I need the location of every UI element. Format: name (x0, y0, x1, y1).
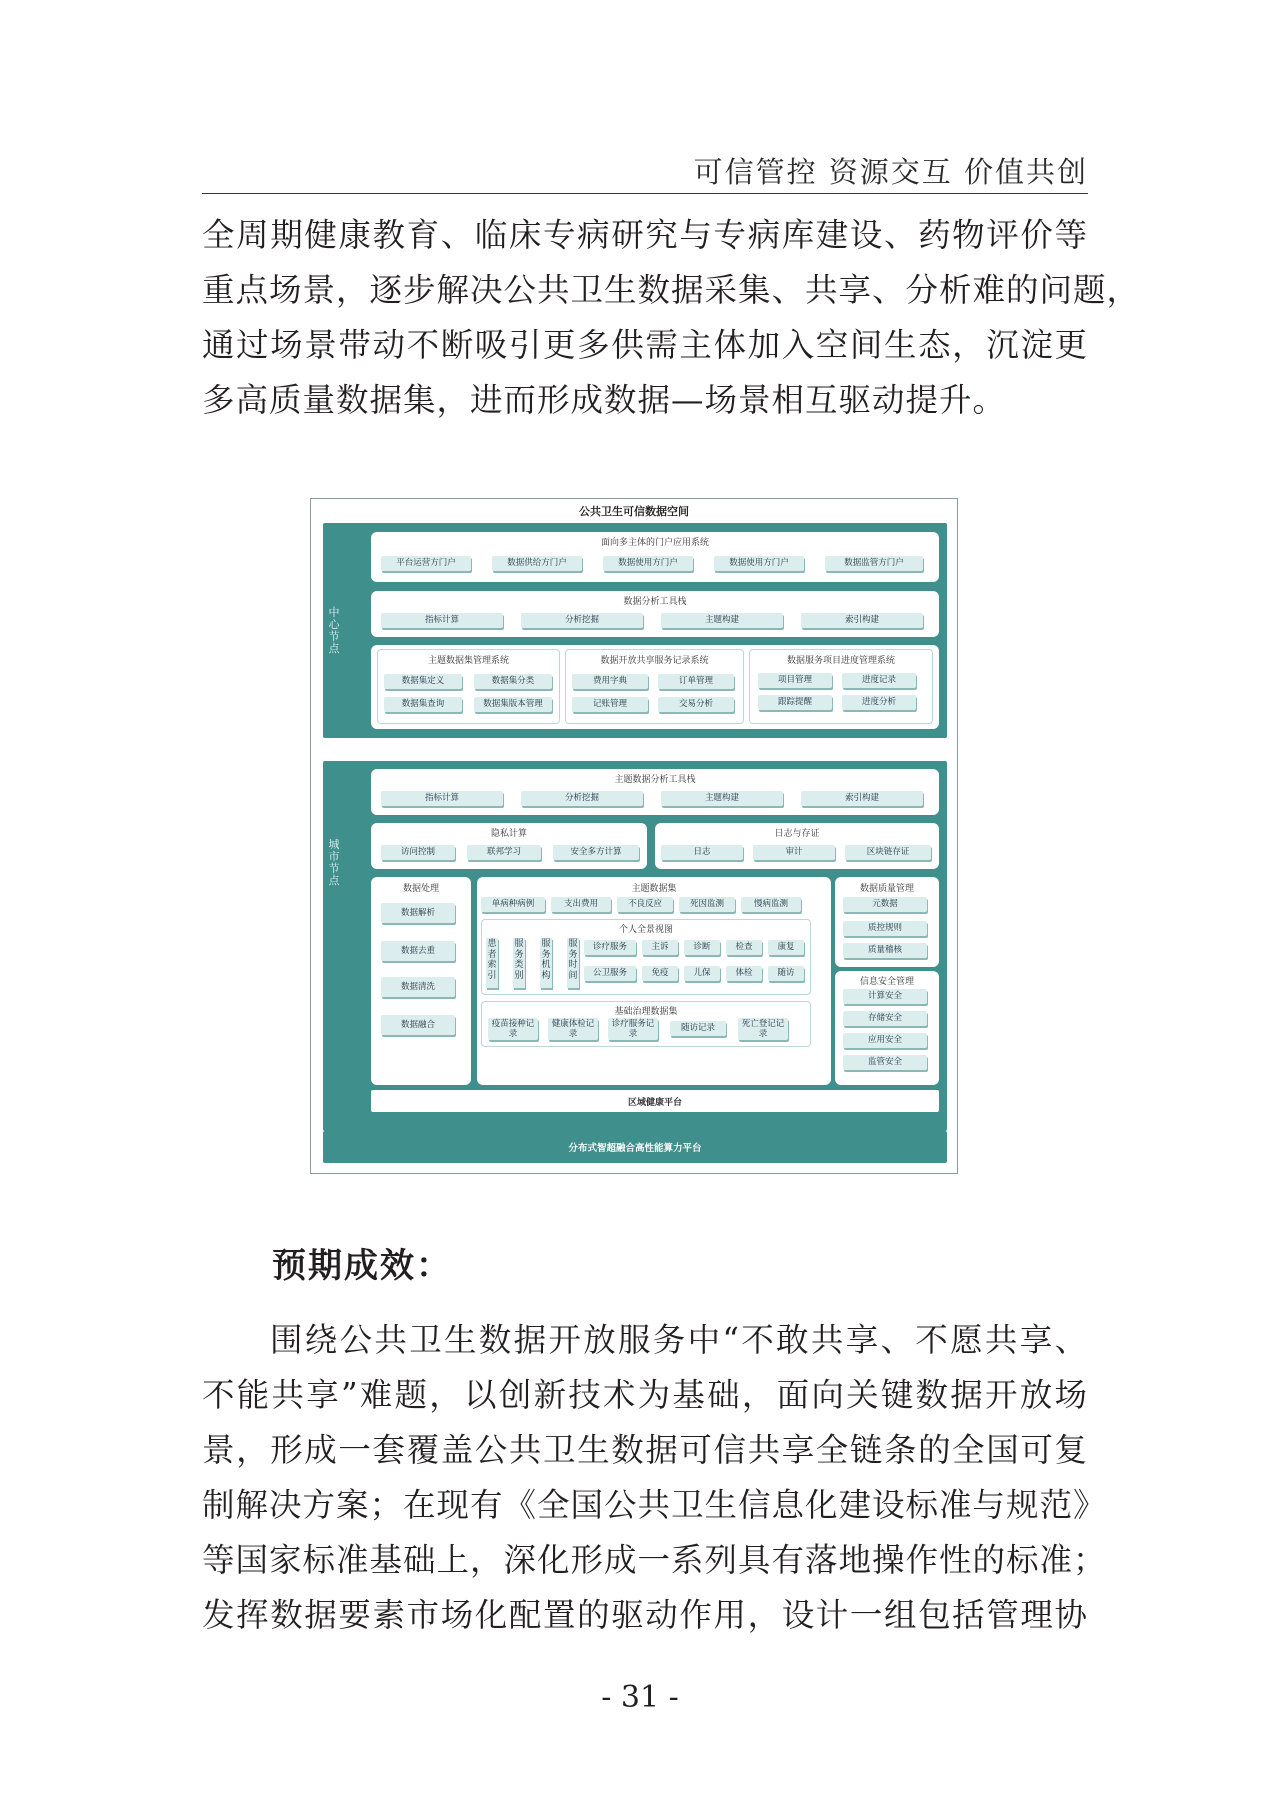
dataset-chip: 支出费用 (551, 897, 611, 912)
dataset-chip: 慢病监测 (741, 897, 801, 912)
security-chip: 监管安全 (843, 1055, 927, 1070)
processing-chip: 数据融合 (381, 1015, 455, 1035)
log-chip: 区块链存证 (845, 845, 931, 860)
view-chip: 随访 (768, 966, 804, 981)
view-dimension-chip: 服务时间 (567, 938, 579, 988)
processing-panel (371, 877, 471, 1085)
personal-view-panel (481, 919, 811, 995)
theme-datasets-panel (477, 877, 831, 1085)
view-dimension-chip: 服务机构 (540, 938, 552, 988)
portal-chip: 数据使用方门户 (603, 556, 693, 571)
portal-chip: 平台运营方门户 (381, 556, 471, 571)
theme-tools-panel (371, 769, 939, 815)
quality-chip: 质量稽核 (843, 943, 927, 958)
view-chip: 检查 (726, 940, 762, 955)
processing-chip: 数据解析 (381, 903, 455, 923)
tool-chip: 主题构建 (661, 613, 783, 628)
processing-chip: 数据清洗 (381, 977, 455, 997)
system-chip: 项目管理 (758, 673, 832, 688)
portal-panel (371, 532, 939, 582)
tool-chip: 指标计算 (381, 791, 503, 806)
dataset-mgmt-system (377, 649, 560, 724)
section-heading: 预期成效： (272, 1246, 452, 1286)
regional-platform-bar (371, 1090, 939, 1112)
system-chip: 数据集分类 (474, 674, 552, 689)
panel-title: 日志与存证 (774, 829, 820, 839)
body-paragraph (202, 1313, 1107, 1643)
system-chip: 订单管理 (658, 674, 734, 689)
text-line: 通过场景带动不断吸引更多供需主体加入空间生态，沉淀更 (202, 326, 1088, 364)
text-line: 重点场景，逐步解决公共卫生数据采集、共享、分析难的问题， (202, 271, 1141, 309)
text-line: 发挥数据要素市场化配置的驱动作用，设计一组包括管理协 (202, 1596, 1088, 1634)
privacy-chip: 安全多方计算 (553, 845, 639, 860)
panel-title: 数据开放共享服务记录系统 (600, 656, 709, 666)
panel-title: 面向多主体的门户应用系统 (600, 538, 709, 548)
tool-chip: 分析挖掘 (521, 613, 643, 628)
panel-title: 隐私计算 (490, 829, 527, 839)
processing-chip: 数据去重 (381, 941, 455, 961)
view-dimension-chip: 患者索引 (486, 938, 498, 988)
security-chip: 计算安全 (843, 989, 927, 1004)
dataset-chip: 不良反应 (617, 897, 673, 912)
portal-chip: 数据使用方门户 (714, 556, 804, 571)
governance-panel (481, 1001, 811, 1047)
log-panel (655, 823, 939, 869)
text-line: 全周期健康教育、临床专病研究与专病库建设、药物评价等 (202, 216, 1088, 254)
text-line: 景，形成一套覆盖公共卫生数据可信共享全链条的全国可复 (202, 1431, 1088, 1469)
tool-chip: 分析挖掘 (521, 791, 643, 806)
panel-title: 主题数据集管理系统 (427, 656, 509, 666)
panel-title: 个人全景视图 (618, 925, 673, 935)
tool-chip: 指标计算 (381, 613, 503, 628)
view-chip: 诊疗服务 (584, 940, 636, 955)
city-node-label: 城市节点 (328, 838, 340, 887)
quality-panel (835, 877, 939, 967)
view-chip: 体检 (726, 966, 762, 981)
system-chip: 进度分析 (842, 695, 916, 710)
security-chip: 应用安全 (843, 1033, 927, 1048)
security-panel (835, 971, 939, 1085)
panel-title: 基础治理数据集 (614, 1007, 678, 1017)
privacy-chip: 访问控制 (381, 845, 455, 860)
text-line: 围绕公共卫生数据开放服务中“不敢共享、不愿共享、 (270, 1321, 1088, 1359)
panel-title: 主题数据分析工具栈 (614, 775, 696, 785)
running-header: 可信管控 资源交互 价值共创 (693, 155, 1088, 189)
regional-platform-label: 区域健康平台 (627, 1098, 682, 1108)
governance-chip: 诊疗服务记录 (608, 1018, 658, 1040)
governance-chip: 健康体检记录 (548, 1018, 598, 1040)
view-dimension-chip: 服务类别 (513, 938, 525, 988)
dataset-chip: 单病种病例 (481, 897, 545, 912)
quality-chip: 元数据 (843, 897, 927, 912)
system-chip: 数据集版本管理 (474, 697, 552, 712)
figure-title: 公共卫生可信数据空间 (579, 505, 689, 518)
governance-chip: 疫苗接种记录 (488, 1018, 538, 1040)
privacy-panel (371, 823, 647, 869)
tool-chip: 主题构建 (661, 791, 783, 806)
governance-chip: 随访记录 (670, 1021, 726, 1036)
page-number: - 31 - (601, 1680, 679, 1715)
text-line: 制解决方案；在现有《全国公共卫生信息化建设标准与规范》 (202, 1486, 1107, 1524)
header-rule (202, 193, 1088, 194)
system-chip: 跟踪提醒 (758, 695, 832, 710)
system-chip: 交易分析 (658, 697, 734, 712)
system-chip: 数据集定义 (384, 674, 462, 689)
view-chip: 康复 (768, 940, 804, 955)
compute-platform-label: 分布式智超融合高性能算力平台 (568, 1143, 702, 1154)
panel-title: 信息安全管理 (859, 977, 914, 987)
view-chip: 主诉 (642, 940, 678, 955)
intro-paragraph (202, 208, 1141, 428)
panel-title: 数据处理 (402, 884, 439, 894)
portal-chip: 数据供给方门户 (492, 556, 582, 571)
view-chip: 公卫服务 (584, 966, 636, 981)
security-chip: 存储安全 (843, 1011, 927, 1026)
text-line: 不能共享”难题，以创新技术为基础，面向关键数据开放场 (202, 1376, 1088, 1414)
text-line: 多高质量数据集，进而形成数据—场景相互驱动提升。 (202, 381, 1007, 419)
system-chip: 费用字典 (572, 674, 648, 689)
system-chip: 进度记录 (842, 673, 916, 688)
project-mgmt-system (749, 649, 933, 724)
system-chip: 数据集查询 (384, 697, 462, 712)
view-chip: 免疫 (642, 966, 678, 981)
tool-chip: 索引构建 (801, 613, 923, 628)
quality-chip: 质控规则 (843, 921, 927, 936)
governance-chip: 死亡登记记录 (738, 1018, 788, 1040)
view-chip: 儿保 (684, 966, 720, 981)
panel-title: 主题数据集 (631, 884, 677, 894)
center-node-label: 中心节点 (328, 606, 340, 655)
open-share-system (565, 649, 744, 724)
privacy-chip: 联邦学习 (467, 845, 541, 860)
portal-chip: 数据监管方门户 (825, 556, 923, 571)
log-chip: 日志 (661, 845, 743, 860)
text-line: 等国家标准基础上，深化形成一系列具有落地操作性的标准； (202, 1541, 1107, 1579)
system-chip: 记账管理 (572, 697, 648, 712)
log-chip: 审计 (753, 845, 835, 860)
panel-title: 数据分析工具栈 (623, 597, 687, 607)
dataset-chip: 死因监测 (679, 897, 735, 912)
architecture-figure (310, 498, 958, 1174)
panel-title: 数据服务项目进度管理系统 (786, 656, 895, 666)
tool-chip: 索引构建 (801, 791, 923, 806)
compute-platform-bar (323, 1131, 947, 1163)
view-chip: 诊断 (684, 940, 720, 955)
analysis-tools-panel (371, 591, 939, 637)
panel-title: 数据质量管理 (859, 884, 914, 894)
systems-panel (371, 645, 939, 729)
